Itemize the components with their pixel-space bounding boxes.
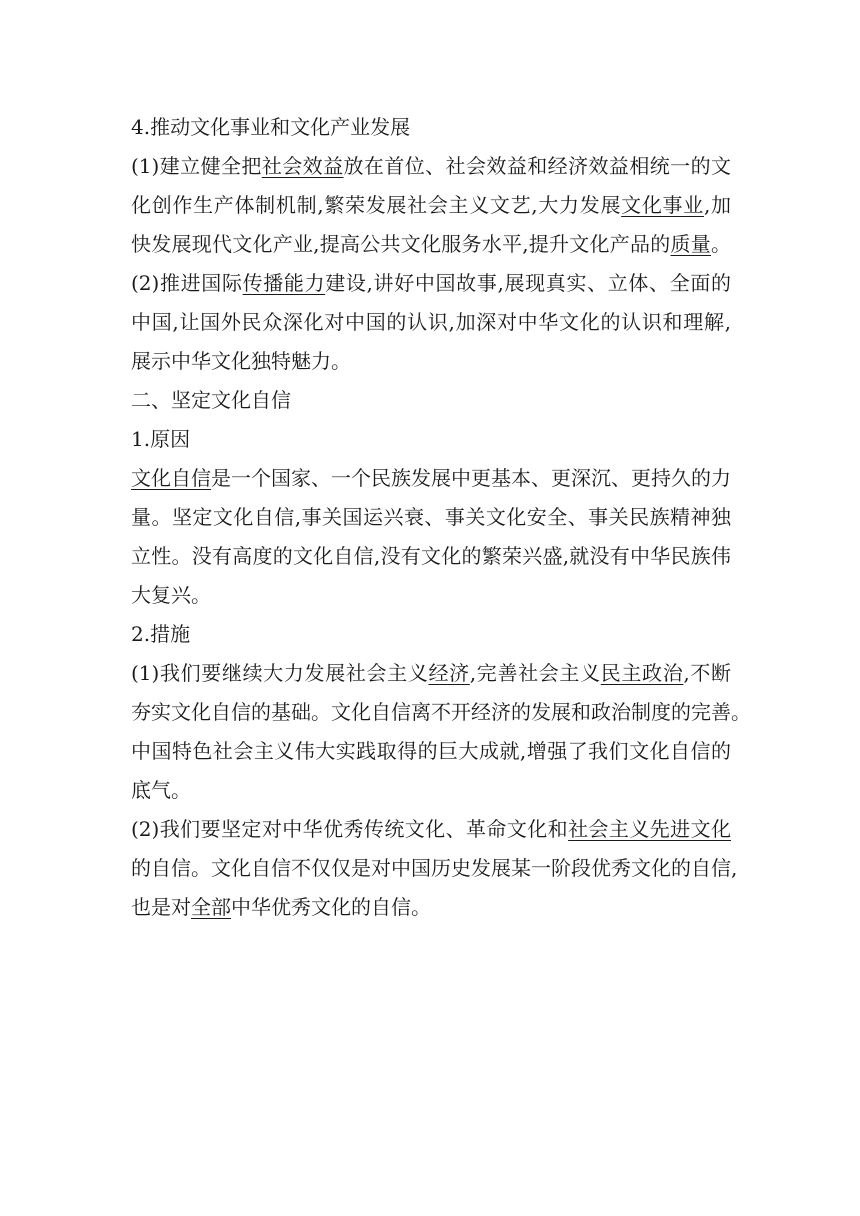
underlined-term: 经济 [428, 661, 470, 685]
text-segment: ,完善社会主义 [469, 661, 601, 685]
text-line [131, 264, 731, 303]
text-segment: 2.措施 [131, 622, 191, 646]
text-segment: ,不断 [683, 661, 732, 685]
underlined-term: 社会主义先进文化 [568, 817, 731, 841]
text-line [131, 303, 731, 342]
text-line [131, 108, 731, 147]
text-segment: 建设,讲好中国故事,展现真实、立体、全面的 [325, 271, 732, 295]
text-line [131, 498, 731, 537]
text-line [131, 615, 731, 654]
text-segment: 展示中华文化独特魅力。 [131, 349, 351, 373]
text-line [131, 225, 731, 264]
text-segment: 大复兴。 [131, 583, 211, 607]
underlined-term: 民主政治 [600, 661, 684, 685]
text-line [131, 147, 731, 186]
text-segment: 1.原因 [131, 427, 191, 451]
underlined-term: 社会效益 [261, 154, 344, 178]
text-segment: ,加 [703, 193, 732, 217]
text-line [131, 381, 731, 420]
text-segment: 底气。 [131, 778, 191, 802]
underlined-term: 文化自信 [131, 466, 211, 490]
text-segment: 立性。没有高度的文化自信,没有文化的繁荣兴盛,就没有中华民族伟 [131, 544, 731, 568]
underlined-term: 传播能力 [242, 271, 326, 295]
text-segment: 夯实文化自信的基础。文化自信离不开经济的发展和政治制度的完善。 [131, 700, 751, 724]
text-line [131, 186, 731, 225]
text-segment: 是一个国家、一个民族发展中更基本、更深沉、更持久的力 [211, 466, 731, 490]
text-segment: (2)推进国际 [131, 271, 243, 295]
text-segment: 。 [711, 232, 732, 256]
text-segment: 量。坚定文化自信,事关国运兴衰、事关文化安全、事关民族精神独 [131, 505, 731, 529]
text-segment: 也是对 [131, 895, 191, 919]
text-line [131, 732, 731, 771]
text-segment: 中国,让国外民众深化对中国的认识,加深对中华文化的认识和理解, [131, 310, 731, 334]
text-line [131, 849, 738, 888]
text-segment: 化创作生产体制机制,繁荣发展社会主义文艺,大力发展 [131, 193, 622, 217]
text-line [131, 888, 731, 927]
text-segment: (1)我们要继续大力发展社会主义 [131, 661, 429, 685]
text-line [131, 459, 731, 498]
text-line [131, 771, 731, 810]
underlined-term: 全部 [191, 895, 231, 919]
text-line [131, 342, 731, 381]
text-segment: 中华优秀文化的自信。 [231, 895, 431, 919]
document-body [131, 108, 751, 927]
text-segment: 二、坚定文化自信 [131, 388, 291, 412]
text-segment: 的自信。文化自信不仅仅是对中国历史发展某一阶段优秀文化的自信, [131, 856, 738, 880]
text-line [131, 420, 731, 459]
text-segment: 中国特色社会主义伟大实践取得的巨大成就,增强了我们文化自信的 [131, 739, 731, 763]
text-line [131, 693, 751, 732]
text-line [131, 654, 731, 693]
text-line [131, 810, 731, 849]
underlined-term: 质量 [670, 232, 712, 256]
text-segment: (1)建立健全把 [131, 154, 262, 178]
text-line [131, 537, 731, 576]
underlined-term: 文化事业 [621, 193, 704, 217]
text-segment: (2)我们要坚定对中华优秀传统文化、革命文化和 [131, 817, 569, 841]
text-segment: 放在首位、社会效益和经济效益相统一的文 [343, 154, 731, 178]
text-segment: 快发展现代文化产业,提高公共文化服务水平,提升文化产品的 [131, 232, 671, 256]
text-line [131, 576, 731, 615]
text-segment: 4.推动文化事业和文化产业发展 [131, 115, 411, 139]
